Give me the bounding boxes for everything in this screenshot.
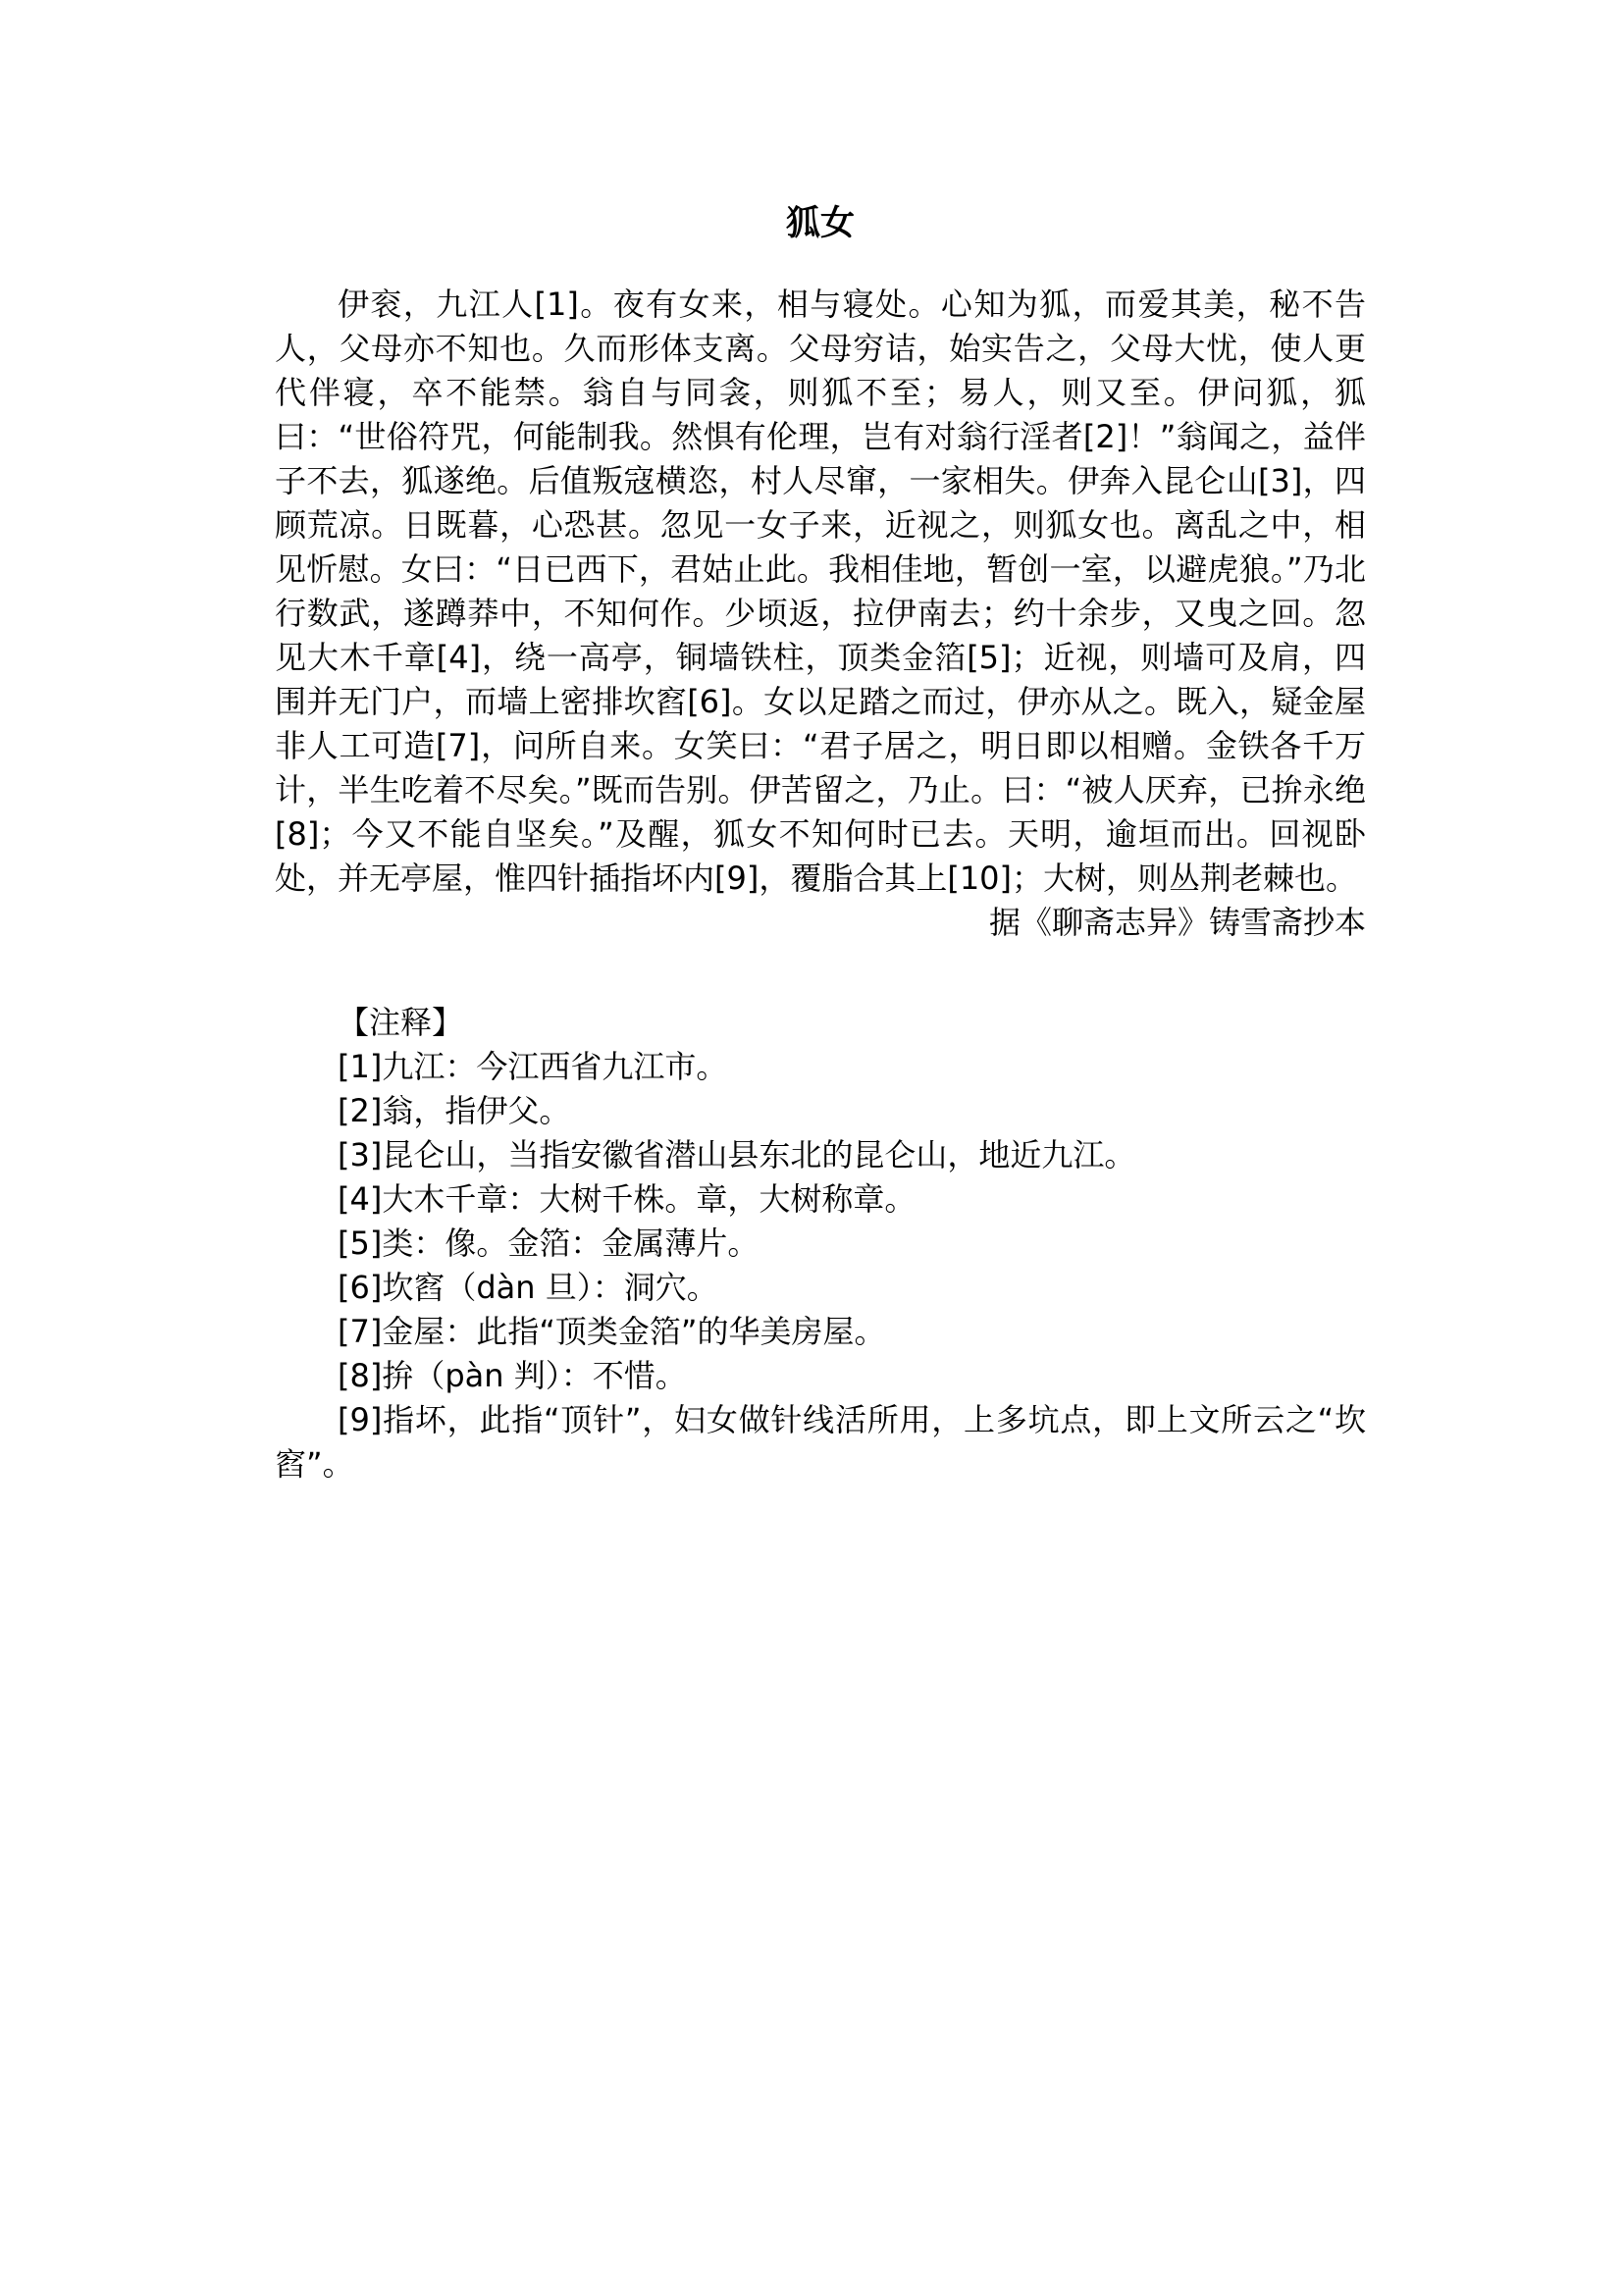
annotation-item: [7]金屋：此指“顶类金箔”的华美房屋。 — [338, 1313, 886, 1350]
annotation-item: [5]类：像。金箔：金属薄片。 — [338, 1225, 760, 1262]
annotations-header: 【注释】 — [338, 1004, 464, 1041]
annotation-item: [1]九江：今江西省九江市。 — [338, 1048, 728, 1085]
annotation-item: [2]翁，指伊父。 — [338, 1092, 571, 1129]
annotation-item: [8]拚（pàn 判）：不惜。 — [338, 1357, 687, 1394]
story-body: 伊衮，九江人[1]。夜有女来，相与寝处。心知为狐，而爱其美，秘不告人，父母亦不知也。久而形体支离。父母穷诘，始实告之，父母大忧，使人更代伴寝，卒不能禁。翁自与同衾，则狐不至；易人，则又至。伊问狐，狐曰：“世俗符咒，何能制我。然惧有伦理，岂有对翁行淫者[2]！”翁闻之，益伴子不去，狐遂绝。后值叛寇横恣，村人尽窜，一家相失。伊奔入昆仑山[3]，四顾荒凉。日既暮，心恐甚。忽见一女子来，近视之，则狐女也。离乱之中，相见忻慰。女曰：“日已西下，君姑止此。我相佳地，暂创一室，以避虎狼。”乃北行数武，遂蹲莽中，不知何作。少顷返，拉伊南去；约十余步，又曳之回。忽见大木千章[4]，绕一高亭，铜墙铁柱，顶类金箔[5]；近视，则墙可及肩，四围并无门户，而墙上密排坎窞[6]。女以足踏之而过，伊亦从之。既入，疑金屋非人工可造[7]，问所自来。女笑曰：“君子居之，明日即以相赠。金铁各千万计，半生吃着不尽矣。”既而告别。伊苦留之，乃止。曰：“被人厌弃，已拚永绝[8]；今又不能自坚矣。”及醒，狐女不知何时已去。天明，逾垣而出。回视卧处，并无亭屋，惟四针插指坏内[9]，覆脂合其上[10]；大树，则丛荆老棘也。 — [275, 286, 1366, 897]
document-title: 狐女 — [785, 204, 855, 243]
annotation-item: [4]大木千章：大树千株。章，大树称章。 — [338, 1180, 917, 1218]
document-page — [275, 192, 1366, 1486]
annotation-item: [3]昆仑山，当指安徽省潜山县东北的昆仑山，地近九江。 — [338, 1136, 1136, 1173]
annotation-item: [9]指坏，此指“顶针”，妇女做针线活所用，上多坑点，即上文所云之“坎窞”。 — [275, 1401, 1366, 1483]
annotation-item: [6]坎窞（dàn 旦）：洞穴。 — [338, 1269, 718, 1306]
source-citation: 据《聊斋志异》铸雪斋抄本 — [988, 904, 1366, 941]
annotations-section — [275, 1001, 1366, 1486]
